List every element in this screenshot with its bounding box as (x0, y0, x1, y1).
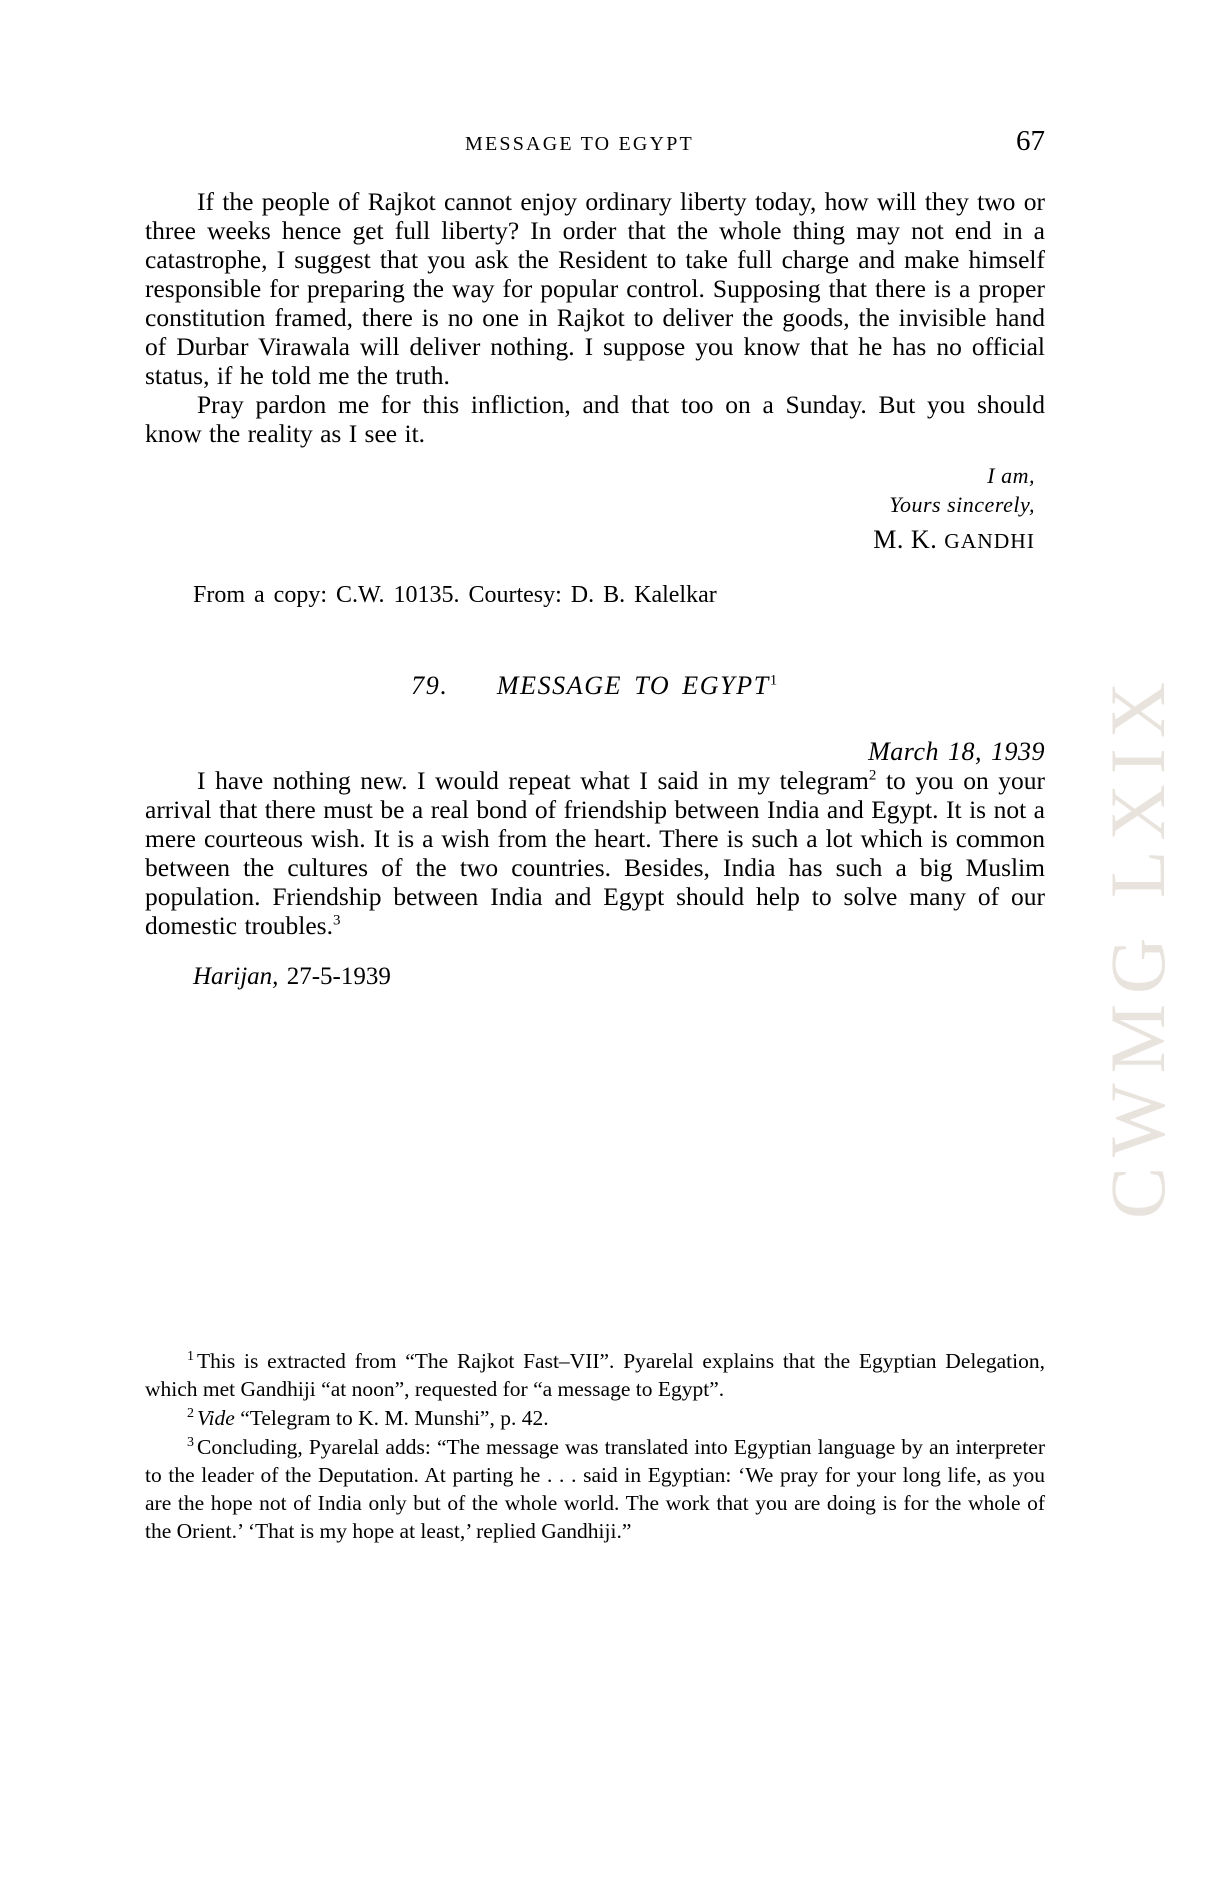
publication-name: Harijan, (193, 962, 279, 990)
footnote-1 (145, 1348, 1045, 1404)
footnote-3-marker: 3 (187, 1435, 194, 1451)
footnotes-block (145, 1348, 1045, 1547)
section-title-text: MESSAGE TO EGYPT (496, 671, 770, 701)
footnote-2-italic-lead: Vide (197, 1406, 235, 1431)
page-content (145, 125, 1045, 991)
section-dateline: March 18, 1939 (868, 737, 1045, 767)
letter-signoff (145, 462, 1045, 556)
footnote-2-text: “Telegram to K. M. Munshi”, p. 42. (240, 1406, 549, 1431)
footnote-2-marker: 2 (187, 1406, 194, 1422)
footnote-2 (145, 1405, 1045, 1433)
signature-surname: GANDHI (944, 528, 1035, 553)
footnote-1-marker: 1 (187, 1349, 194, 1364)
signature-initials: M. K. (873, 524, 945, 554)
signoff-yours-sincerely: Yours sincerely, (889, 491, 1035, 517)
publication-date: 27-5-1939 (286, 962, 391, 990)
letter-paragraph-2: Pray pardon me for this infliction, and that too on a Sunday. But you should know the reality as I see it. (145, 389, 1045, 448)
publication-info (145, 963, 1045, 991)
page-watermark: CWMG LXIX (1094, 671, 1181, 1219)
footnote-1-text: This is extracted from “The Rajkot Fast–VII”. Pyarelal explains that the Egyptian Delegation, which met Gandhiji “at noon”, requested for “a message to Egypt”. (145, 1349, 1045, 1402)
footnote-3-text: Concluding, Pyarelal adds: “The message was translated into Egyptian language by an interpreter to the leader of the Deputation. At parting he . . . said in Egyptian: ‘We pray for your long life, as you are the hope not of India only but of the whole world. The work that you are doing is for the whole of the Orient.’ ‘That is my hope at least,’ replied Gandhiji.” (145, 1435, 1045, 1544)
running-header-title: MESSAGE TO EGYPT (465, 133, 694, 155)
letter-paragraph-1: If the people of Rajkot cannot enjoy ordinary liberty today, how will they two or three weeks hence get full liberty? In order that the whole thing may not end in a catastrophe, I suggest that you ask the Resident to take full charge and make himself responsible for preparing the way for popular control. Supposing that there is a proper constitution framed, there is no one in Rajkot to deliver the goods, the invisible hand of Durbar Virawala will deliver nothing. I suppose you know that he has no official status, if he told me the truth. (145, 187, 1045, 390)
page-number: 67 (1016, 125, 1045, 157)
section-body-paragraph: I have nothing new. I would repeat what I said in my telegram$^2$ to you on your arrival that there must be a real bond of friendship between India and Egypt. It is not a mere courteous wish. It is a wish from the heart. There is such a lot which is common between the cultures of the two countries. Besides, India has such a big Muslim population. Friendship between India and Egypt should help to solve many of our domestic troubles.$^3$ (145, 766, 1046, 940)
letter-source-note: From a copy: C.W. 10135. Courtesy: D. B. Kalelkar (193, 582, 717, 609)
footnote-3 (145, 1434, 1045, 1546)
signoff-i-am: I am, (987, 463, 1035, 489)
section-title-footnote-marker: 1 (769, 672, 779, 689)
running-header (145, 125, 1045, 158)
section-number: 79. (411, 671, 449, 701)
signature-line (145, 523, 1035, 556)
section-heading (145, 671, 1045, 701)
